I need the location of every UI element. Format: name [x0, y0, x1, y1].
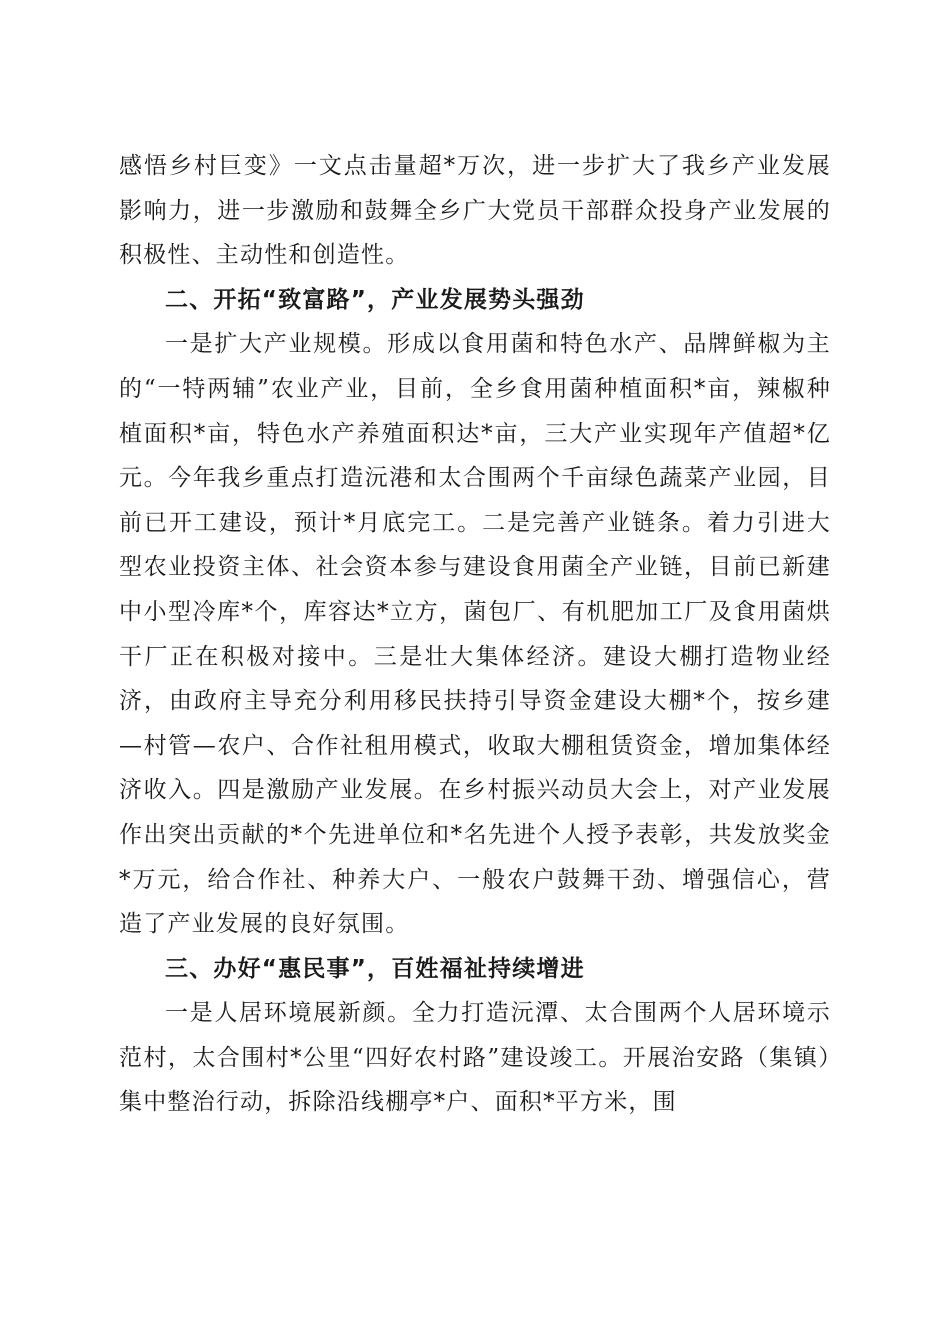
paragraph-industry: 一是扩大产业规模。形成以食用菌和特色水产、品牌鲜椒为主的“一特两辅”农业产业，目前，全乡食用菌种植面积*亩，辣椒种植面积*亩，特色水产养殖面积达*亩，三大产业实现年产值超*亿元。今年我乡重点打造沅港和太合围两个千亩绿色蔬菜产业园，目前已开工建设，预计*月底完工。二是完善产业链条。着力引进大型农业投资主体、社会资本参与建设食用菌全产业链，目前已新建中小型冷库*个，库容达*立方，菌包厂、有机肥加工厂及食用菌烘干厂正在积极对接中。三是壮大集体经济。建设大棚打造物业经济，由政府主导充分利用移民扶持引导资金建设大棚*个，按乡建—村管—农户、合作社租用模式，收取大棚租赁资金，增加集体经济收入。四是激励产业发展。在乡村振兴动员大会上，对产业发展作出突出贡献的*个先进单位和*名先进个人授予表彰，共发放奖金*万元，给合作社、种养大户、一般农户鼓舞干劲、增强信心，营造了产业发展的良好氛围。: [119, 331, 831, 938]
section-heading-2: 二、开拓“致富路”，产业发展势头强劲: [165, 286, 585, 313]
document-body: [119, 144, 831, 1125]
paragraph-livelihood: 一是人居环境展新颜。全力打造沅潭、太合围两个人居环境示范村，太合围村*公里“四好农村路”建设竣工。开展治安路（集镇）集中整治行动，拆除沿线棚亭*户、面积*平方米，围: [119, 1000, 831, 1116]
section-heading-3: 三、办好“惠民事”，百姓福祉持续增进: [165, 955, 585, 982]
paragraph-continuation: 感悟乡村巨变》一文点击量超*万次，进一步扩大了我乡产业发展影响力，进一步激励和鼓舞全乡广大党员干部群众投身产业发展的积极性、主动性和创造性。: [119, 153, 831, 269]
